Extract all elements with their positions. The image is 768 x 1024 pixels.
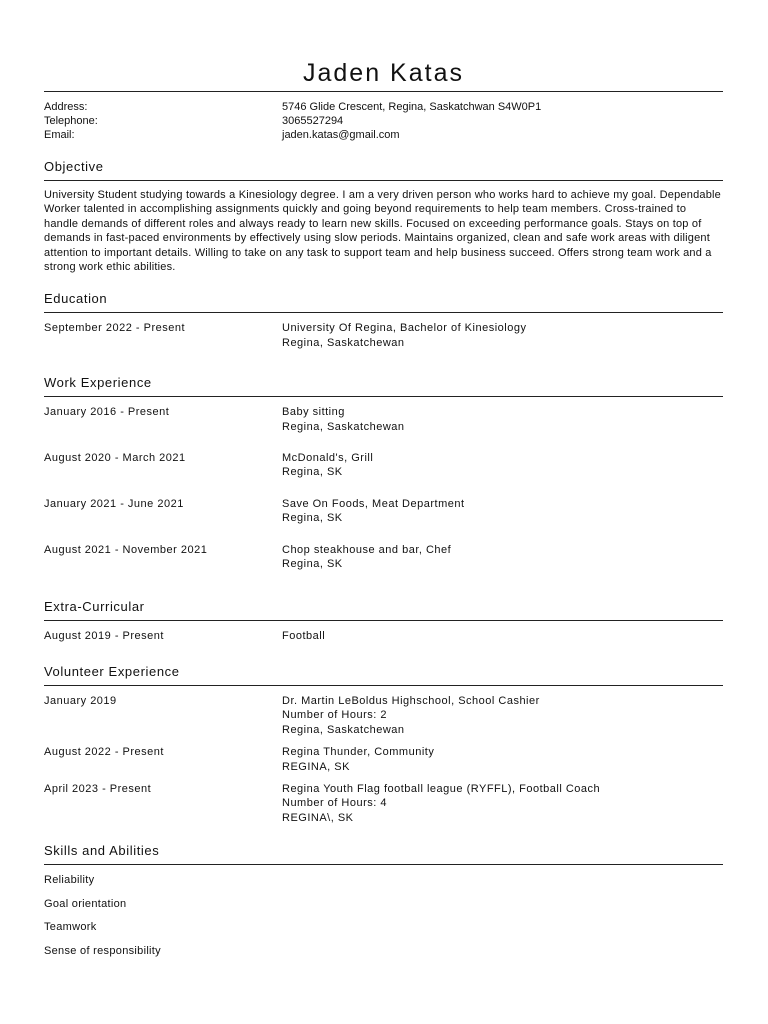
section-title: Extra-Curricular [44,598,145,614]
entry-date: April 2023 - Present [44,782,152,795]
skill-item: Sense of responsibility [44,944,161,957]
entry-date: August 2019 - Present [44,629,164,642]
entry-line: Save On Foods, Meat Department [282,497,465,510]
section-title: Skills and Abilities [44,843,160,859]
work-entry [44,405,723,434]
entry-line: Regina, SK [282,512,343,525]
work-entry [44,543,723,572]
entry-date: January 2019 [44,694,117,707]
contact-value: jaden.katas@gmail.com [282,129,400,141]
skills-section [44,842,723,967]
volunteer-entry [44,782,723,825]
entry-date: January 2016 - Present [44,406,170,419]
contact-value: 3065527294 [282,115,344,127]
volunteer-entry [44,745,723,774]
applicant-name: Jaden Katas [303,59,464,87]
contact-value: 5746 Glide Crescent, Regina, Saskatchwan S4W0P1 [282,101,542,113]
skill-item: Teamwork [44,921,97,934]
name-divider [44,91,723,92]
skill-item: Reliability [44,874,95,887]
entry-line: Number of Hours: 4 [282,797,387,810]
education-section [44,290,723,350]
section-divider [44,864,723,865]
extracurricular-entry [44,629,723,643]
extracurricular-section [44,598,723,643]
contact-label: Telephone: [44,115,98,127]
entry-line: Regina, Saskatchewan [282,420,405,433]
section-divider [44,685,723,686]
entry-date: August 2022 - Present [44,746,164,759]
entry-line: Baby sitting [282,406,345,419]
entry-line: Regina, SK [282,466,343,479]
entry-line: Regina, Saskatchewan [282,336,405,349]
contact-label: Address: [44,101,88,113]
entry-line: McDonald's, Grill [282,452,374,465]
contact-row-email [44,128,723,142]
entry-line: Dr. Martin LeBoldus Highschool, School Cashier [282,694,540,707]
section-title: Work Experience [44,375,152,391]
entry-line: Regina Youth Flag football league (RYFFL), Football Coach [282,782,601,795]
entry-line: Number of Hours: 2 [282,709,387,722]
work-entry [44,497,723,526]
volunteer-entry [44,694,723,737]
entry-date: September 2022 - Present [44,322,186,335]
entry-date: August 2020 - March 2021 [44,452,186,465]
entry-line: REGINA\, SK [282,811,354,824]
entry-date: August 2021 - November 2021 [44,543,208,556]
skill-item: Goal orientation [44,897,127,910]
work-section [44,374,723,571]
section-divider [44,312,723,313]
contact-block [44,100,723,142]
entry-date: January 2021 - June 2021 [44,497,184,510]
objective-text: University Student studying towards a Kinesiology degree. I am a very driven person who works hard to achieve my goal. Dependable Worker talented in accomplishing assignments quickly and going beyond requirements to help team members. Cross-trained to handle demands of different roles and always ready to learn new skills. Focused on exceeding performance goals. Stays on top of demands in fast-paced environments by effectively using slow periods. Maintains organized, clean and safe work areas with diligent attention to important details. Willing to take on any task to support team and help business succeed. Offers strong team work and a strong work ethic abilities. [44,189,721,274]
volunteer-section [44,663,723,825]
contact-row-address [44,100,723,114]
section-title: Education [44,291,108,307]
resume-page [44,0,723,967]
entry-line: Chop steakhouse and bar, Chef [282,543,452,556]
entry-line: Football [282,629,326,642]
contact-row-telephone [44,114,723,128]
section-divider [44,620,723,621]
section-divider [44,180,723,181]
contact-label: Email: [44,129,75,141]
section-title: Objective [44,159,104,174]
objective-section [44,158,723,274]
entry-line: Regina, Saskatchewan [282,723,405,736]
entry-line: University Of Regina, Bachelor of Kinesiology [282,322,527,335]
section-title: Volunteer Experience [44,663,180,679]
entry-line: Regina, SK [282,558,343,571]
entry-line: Regina Thunder, Community [282,746,435,759]
work-entry [44,451,723,480]
section-divider [44,396,723,397]
entry-line: REGINA, SK [282,760,350,773]
education-entry [44,321,723,350]
